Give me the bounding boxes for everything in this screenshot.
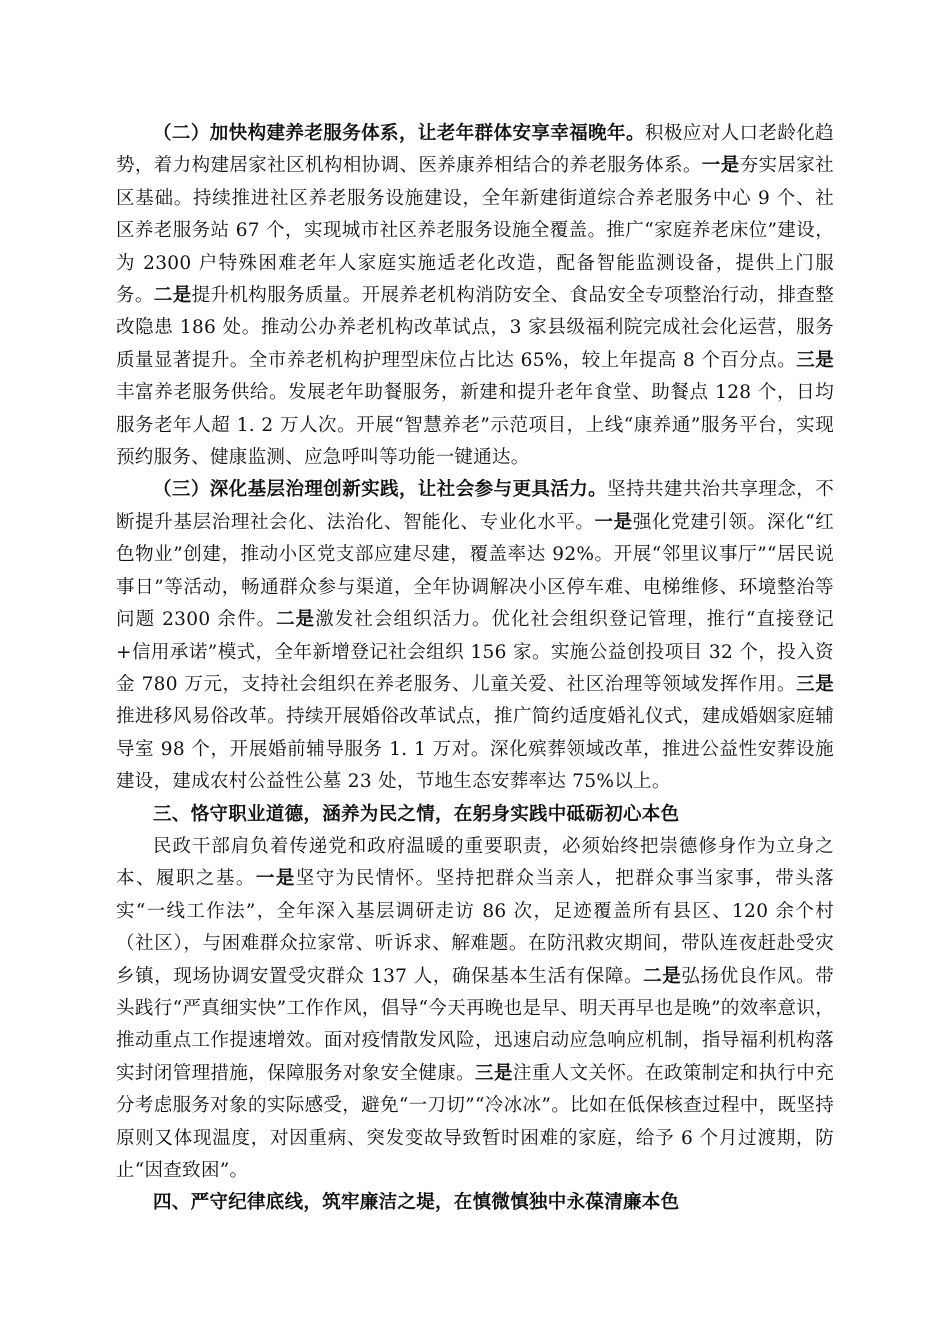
point-text: 坚守为民情怀。坚持把群众当亲人，把群众事当家事，带头落实“一线工作法”，全年深入基层调研走访 86 次，足迹覆盖所有县区、120 余个村（社区），与困难群众拉家常、听诉求、解难题。在防汛救灾期间，带队连夜赶赴受灾乡镇，现场协调安置受灾群众 137 人，确保基本生活有保障。 (116, 868, 834, 987)
point-text: 推进移风易俗改革。持续开展婚俗改革试点，推广简约适度婚礼仪式，建成婚姻家庭辅导室 98 个，开展婚前辅导服务 1. 1 万对。深化殡葬领域改革，推进公益性安葬设施建设，建成农村公益性公墓 23 处，节地生态安葬率达 75%以上。 (116, 706, 834, 793)
section-title-elderly-care: （二）加快构建养老服务体系，让老年群体安享幸福晚年。 (153, 123, 645, 144)
point-text: 强化党建引领。深化“红色物业”创建，推动小区党支部应建尽建，覆盖率达 92%。开展“邻里议事厅”“居民说事日”等活动，畅通群众参与渠道，全年协调解决小区停车难、电梯维修、环境整治等问题 2300 余件。 (116, 511, 834, 631)
section-intro: 坚持共建共治共享理念，不断提升基层治理社会化、法治化、智能化、专业化水平。 (116, 479, 834, 533)
point-label: 一是 (594, 511, 633, 533)
heading-discipline: 四、严守纪律底线，筑牢廉洁之堤，在慎微慎独中永葆清廉本色 (153, 1192, 680, 1214)
section-intro: 民政干部肩负着传递党和政府温暖的重要职责，必须始终把崇德修身作为立身之本、履职之基。 (116, 835, 834, 890)
paragraph-professional-ethics (116, 831, 834, 1187)
point-label: 二是 (643, 965, 682, 987)
paragraph-elderly-care (116, 118, 834, 474)
point-text: 注重人文关怀。在政策制定和执行中充分考虑服务对象的实际感受，避免“一刀切”“冷冰冰”。比如在低保核查过程中，既坚持原则又体现温度，对因重病、突发变故导致暂时困难的家庭，给予 6 个月过渡期，防止“因查致困”。 (116, 1062, 834, 1181)
point-label: 一是 (701, 155, 740, 177)
point-label: 三是 (796, 349, 835, 371)
point-text: 丰富养老服务供给。发展老年助餐服务，新建和提升老年食堂、助餐点 128 个，日均服务老年人超 1. 2 万人次。开展“智慧养老”示范项目，上线“康养通”服务平台，实现预约服务、健康监测、应急呼叫等功能一键通达。 (116, 382, 834, 469)
point-label: 一是 (255, 868, 296, 890)
point-text: 激发社会组织活力。优化社会组织登记管理，推行“直接登记+信用承诺”模式，全年新增登记社会组织 156 家。实施公益创投项目 32 个，投入资金 780 万元，支持社会组织在养老服务、儿童关爱、社区治理等领域发挥作用。 (116, 609, 834, 695)
paragraph-grassroots-governance (116, 474, 834, 798)
document-body (116, 118, 834, 1220)
point-label: 三是 (475, 1062, 513, 1084)
heading-professional-ethics: 三、恪守职业道德，涵养为民之情，在躬身实践中砥砺初心本色 (153, 803, 680, 825)
point-label: 三是 (796, 673, 834, 695)
section-intro: 积极应对人口老龄化趋势，着力构建居家社区机构相协调、医养康养相结合的养老服务体系。 (116, 123, 834, 177)
point-text: 弘扬优良作风。带头践行“严真细实快”工作作风，倡导“今天再晚也是早、明天再早也是晚”的效率意识，推动重点工作提速增效。面对疫情散发风险，迅速启动应急响应机制，指导福利机构落实封闭管理措施，保障服务对象安全健康。 (116, 965, 834, 1084)
point-label: 二是 (153, 285, 192, 307)
section-title-governance: （三）深化基层治理创新实践，让社会参与更具活力。 (153, 479, 608, 501)
point-text: 提升机构服务质量。开展养老机构消防安全、食品安全专项整治行动，排查整改隐患 186 处。推动公办养老机构改革试点，3 家县级福利院完成社会化运营，服务质量显著提升。全市养老机构护理型床位占比达 65%，较上年提高 8 个百分点。 (116, 285, 834, 371)
point-label: 二是 (276, 609, 316, 631)
point-text: 夯实居家社区基础。持续推进社区养老服务设施建设，全年新建街道综合养老服务中心 9 个、社区养老服务站 67 个，实现城市社区养老服务设施全覆盖。推广“家庭养老床位”建设，为 2300 户特殊困难老年人家庭实施适老化改造，配备智能监测设备，提供上门服务。 (116, 155, 834, 307)
